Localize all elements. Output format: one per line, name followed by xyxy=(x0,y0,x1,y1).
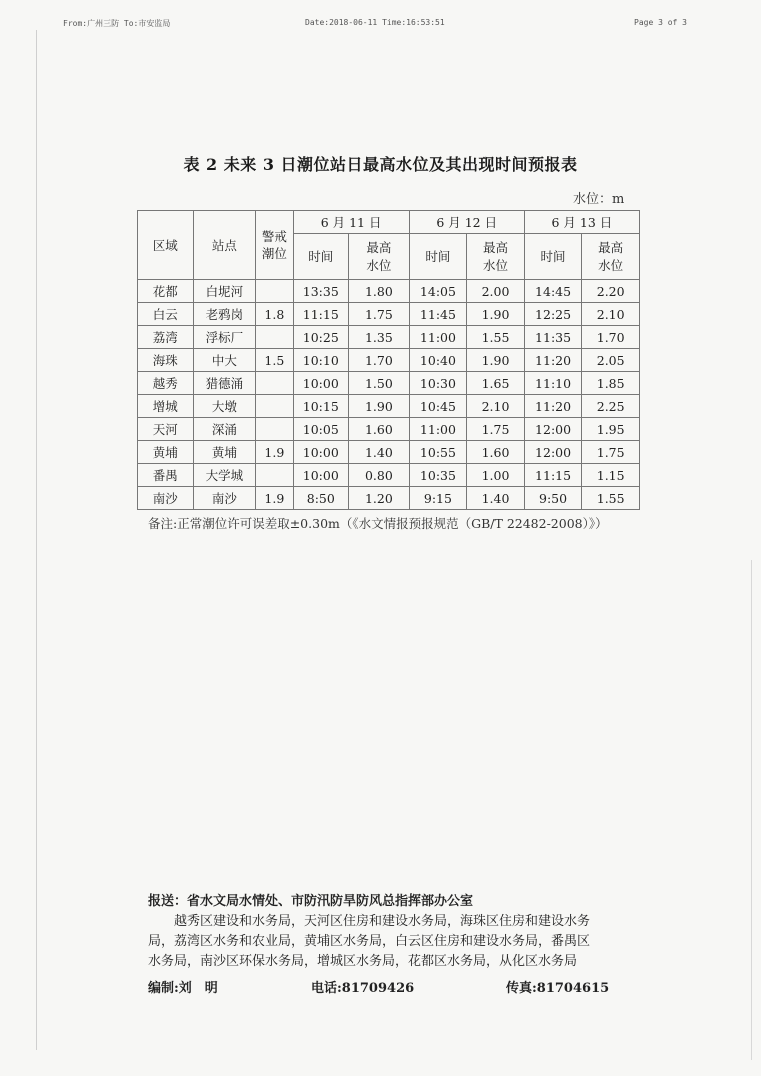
cell-station: 中大 xyxy=(193,349,256,372)
cell-district: 白云 xyxy=(138,303,194,326)
table-row xyxy=(138,372,640,395)
cell-time: 11:45 xyxy=(409,303,467,326)
cell-level: 2.05 xyxy=(582,349,640,372)
cell-district: 番禺 xyxy=(138,464,194,487)
cell-district: 花都 xyxy=(138,280,194,303)
cell-level: 1.35 xyxy=(349,326,410,349)
table-row xyxy=(138,487,640,510)
cell-level: 2.10 xyxy=(467,395,525,418)
table-row xyxy=(138,349,640,372)
cell-warning xyxy=(256,464,293,487)
cell-time: 11:20 xyxy=(524,395,582,418)
distribution-line-4: 水务局，南沙区环保水务局，增城区水务局，花都区水务局，从化区水务局 xyxy=(148,954,578,969)
header-max-level-text: 最高水位 xyxy=(598,239,624,273)
header-warning-level-text: 警戒潮位 xyxy=(261,229,287,261)
cell-time: 11:00 xyxy=(409,418,467,441)
cell-district: 天河 xyxy=(138,418,194,441)
cell-time: 11:15 xyxy=(293,303,349,326)
header-time: 时间 xyxy=(293,234,349,280)
scan-edge-line-right xyxy=(751,560,752,1060)
table-body xyxy=(138,280,640,510)
cell-district: 越秀 xyxy=(138,372,194,395)
header-max-level xyxy=(467,234,525,280)
cell-warning: 1.8 xyxy=(256,303,293,326)
header-max-level-text: 最高水位 xyxy=(366,239,392,273)
unit-note: 水位：m xyxy=(573,192,625,207)
cell-level: 1.55 xyxy=(582,487,640,510)
fax-page-number: Page 3 of 3 xyxy=(634,18,687,27)
cell-level: 1.40 xyxy=(467,487,525,510)
cell-station: 大墩 xyxy=(193,395,256,418)
cell-level: 1.85 xyxy=(582,372,640,395)
cell-time: 8:50 xyxy=(293,487,349,510)
cell-level: 1.90 xyxy=(467,303,525,326)
cell-level: 1.90 xyxy=(349,395,410,418)
cell-warning xyxy=(256,418,293,441)
fax-date-time: Date:2018-06-11 Time:16:53:51 xyxy=(305,18,445,27)
cell-warning xyxy=(256,372,293,395)
cell-time: 14:45 xyxy=(524,280,582,303)
cell-time: 12:25 xyxy=(524,303,582,326)
cell-warning: 1.9 xyxy=(256,487,293,510)
header-station: 站点 xyxy=(193,211,256,280)
cell-level: 2.10 xyxy=(582,303,640,326)
cell-time: 10:10 xyxy=(293,349,349,372)
header-date-1: 6 月 11 日 xyxy=(293,211,409,234)
cell-station: 大学城 xyxy=(193,464,256,487)
cell-time: 11:00 xyxy=(409,326,467,349)
fax-from-to: From:广州三防 To:市安监局 xyxy=(63,19,171,28)
header-date-2: 6 月 12 日 xyxy=(409,211,524,234)
cell-level: 1.20 xyxy=(349,487,410,510)
cell-level: 1.75 xyxy=(467,418,525,441)
header-time: 时间 xyxy=(409,234,467,280)
cell-time: 11:15 xyxy=(524,464,582,487)
cell-level: 1.80 xyxy=(349,280,410,303)
table-row xyxy=(138,280,640,303)
cell-time: 10:00 xyxy=(293,464,349,487)
cell-level: 1.55 xyxy=(467,326,525,349)
cell-level: 1.15 xyxy=(582,464,640,487)
tide-forecast-table xyxy=(137,210,640,510)
table-row xyxy=(138,441,640,464)
cell-district: 南沙 xyxy=(138,487,194,510)
cell-time: 14:05 xyxy=(409,280,467,303)
distribution-line-1: 报送：省水文局水情处、市防汛防旱防风总指挥部办公室 xyxy=(148,894,474,909)
cell-level: 1.95 xyxy=(582,418,640,441)
cell-district: 海珠 xyxy=(138,349,194,372)
cell-station: 白坭河 xyxy=(193,280,256,303)
header-warning-level xyxy=(256,211,293,280)
phone-number: 电话:81709426 xyxy=(311,981,415,996)
table-remark: 备注:正常潮位许可误差取±0.30m（《水文情报预报规范（GB/T 22482-2008）》） xyxy=(148,516,608,531)
cell-warning xyxy=(256,326,293,349)
cell-time: 10:35 xyxy=(409,464,467,487)
scan-edge-line xyxy=(36,30,37,1050)
distribution-line-3: 局，荔湾区水务和农业局，黄埔区水务局，白云区住房和建设水务局，番禺区 xyxy=(148,934,591,949)
cell-level: 1.70 xyxy=(349,349,410,372)
cell-warning xyxy=(256,395,293,418)
cell-time: 10:55 xyxy=(409,441,467,464)
header-time: 时间 xyxy=(524,234,582,280)
cell-warning: 1.5 xyxy=(256,349,293,372)
cell-time: 11:35 xyxy=(524,326,582,349)
cell-time: 10:15 xyxy=(293,395,349,418)
cell-station: 老鸦岗 xyxy=(193,303,256,326)
cell-time: 10:00 xyxy=(293,372,349,395)
cell-time: 11:10 xyxy=(524,372,582,395)
cell-station: 深涌 xyxy=(193,418,256,441)
fax-number: 传真:81704615 xyxy=(506,981,610,996)
cell-level: 1.50 xyxy=(349,372,410,395)
cell-time: 12:00 xyxy=(524,441,582,464)
cell-district: 增城 xyxy=(138,395,194,418)
cell-time: 9:50 xyxy=(524,487,582,510)
cell-level: 1.70 xyxy=(582,326,640,349)
table-row xyxy=(138,303,640,326)
cell-level: 2.20 xyxy=(582,280,640,303)
table-row xyxy=(138,418,640,441)
cell-time: 11:20 xyxy=(524,349,582,372)
cell-level: 1.60 xyxy=(349,418,410,441)
cell-warning xyxy=(256,280,293,303)
table-row xyxy=(138,395,640,418)
cell-station: 黄埔 xyxy=(193,441,256,464)
cell-district: 黄埔 xyxy=(138,441,194,464)
header-max-level xyxy=(349,234,410,280)
cell-district: 荔湾 xyxy=(138,326,194,349)
cell-level: 1.75 xyxy=(349,303,410,326)
table-row xyxy=(138,326,640,349)
table-title: 表 2 未来 3 日潮位站日最高水位及其出现时间预报表 xyxy=(183,155,578,174)
cell-time: 10:00 xyxy=(293,441,349,464)
cell-time: 10:05 xyxy=(293,418,349,441)
cell-time: 10:25 xyxy=(293,326,349,349)
cell-time: 10:30 xyxy=(409,372,467,395)
header-max-level xyxy=(582,234,640,280)
cell-level: 0.80 xyxy=(349,464,410,487)
editor-name: 编制:刘 明 xyxy=(148,981,218,996)
cell-time: 10:45 xyxy=(409,395,467,418)
cell-level: 2.00 xyxy=(467,280,525,303)
header-district: 区域 xyxy=(138,211,194,280)
cell-station: 猎德涌 xyxy=(193,372,256,395)
header-max-level-text: 最高水位 xyxy=(482,239,508,273)
cell-time: 12:00 xyxy=(524,418,582,441)
cell-level: 1.40 xyxy=(349,441,410,464)
header-date-3: 6 月 13 日 xyxy=(524,211,639,234)
cell-level: 1.00 xyxy=(467,464,525,487)
cell-warning: 1.9 xyxy=(256,441,293,464)
cell-time: 9:15 xyxy=(409,487,467,510)
fax-header xyxy=(0,18,761,32)
distribution-line-2: 越秀区建设和水务局，天河区住房和建设水务局，海珠区住房和建设水务 xyxy=(174,914,591,929)
cell-level: 1.90 xyxy=(467,349,525,372)
cell-station: 浮标厂 xyxy=(193,326,256,349)
cell-level: 1.60 xyxy=(467,441,525,464)
table-row xyxy=(138,464,640,487)
distribution-list xyxy=(148,892,648,972)
cell-station: 南沙 xyxy=(193,487,256,510)
cell-level: 2.25 xyxy=(582,395,640,418)
cell-level: 1.65 xyxy=(467,372,525,395)
cell-level: 1.75 xyxy=(582,441,640,464)
cell-time: 13:35 xyxy=(293,280,349,303)
cell-time: 10:40 xyxy=(409,349,467,372)
